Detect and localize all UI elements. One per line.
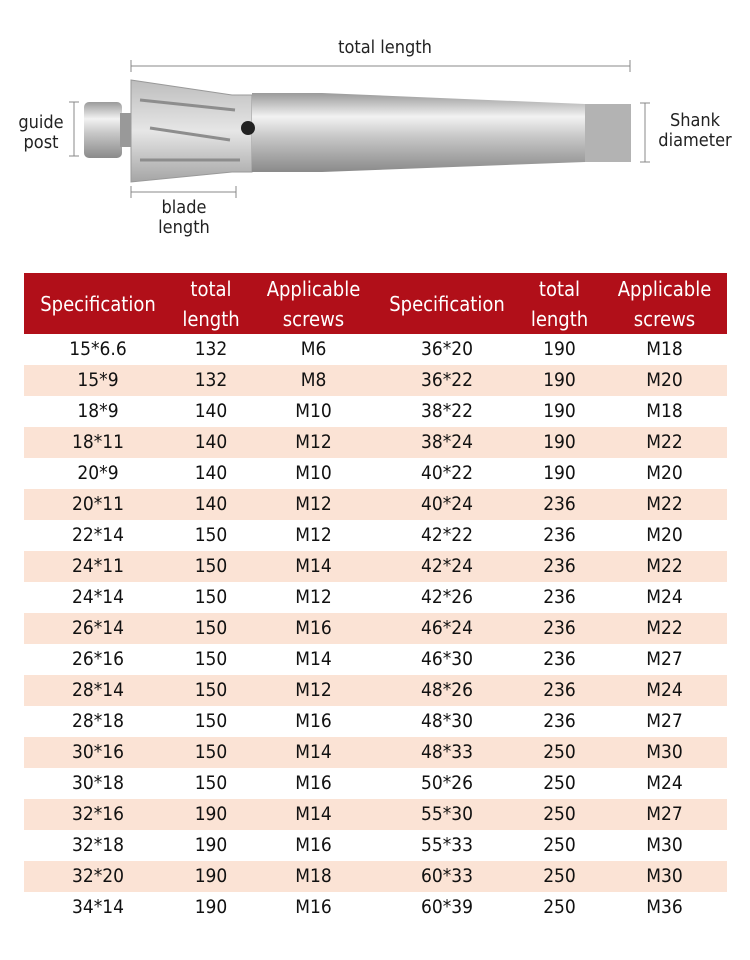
label-shank-diameter [648,111,742,151]
table-cell: 40*24 [377,489,517,520]
table-cell: 250 [543,834,576,856]
label-line: diameter [658,130,732,151]
table-row [24,489,727,520]
table-cell: 46*30 [420,648,474,670]
table-cell: 190 [194,834,228,856]
table-cell: 46*24 [377,613,517,644]
table-cell: M27 [646,710,683,732]
cutter-blade [131,80,252,182]
table-cell: M24 [646,586,683,608]
spec-table [24,273,727,923]
table-cell: 150 [194,772,228,794]
table-row [24,427,727,458]
table-cell: 150 [172,613,250,644]
table-cell: 150 [194,648,228,670]
table-cell: 150 [194,524,228,546]
table-cell: 36*20 [420,338,474,360]
header-line: Specification [389,291,505,316]
table-cell: M22 [602,613,727,644]
header-line: length [182,306,240,331]
column-header [24,273,172,334]
table-cell: 30*18 [71,772,125,794]
table-cell: M22 [602,427,727,458]
table-cell: M30 [602,737,727,768]
table-cell: 24*11 [24,551,172,582]
collar [252,93,322,172]
table-row [24,520,727,551]
table-cell: 18*9 [77,400,119,422]
table-row [24,861,727,892]
table-cell: 190 [543,462,576,484]
table-cell: 250 [517,861,602,892]
table-cell: 36*22 [377,365,517,396]
header-line: screws [282,306,345,331]
table-cell: M12 [250,489,377,520]
table-cell: 190 [172,861,250,892]
table-cell: M14 [295,648,332,670]
table-cell: 40*22 [420,462,474,484]
table-cell: 150 [172,675,250,706]
table-cell: 140 [172,427,250,458]
set-screw [241,121,255,135]
table-cell: M27 [646,648,683,670]
table-cell: 55*30 [377,799,517,830]
table-cell: 28*18 [71,710,125,732]
table-cell: 28*14 [24,675,172,706]
column-header [172,273,250,334]
table-cell: M12 [295,524,332,546]
table-cell: M12 [250,427,377,458]
table-cell: M36 [646,896,683,918]
table-cell: M16 [295,834,332,856]
label-line: length [158,217,210,238]
table-cell: 132 [172,365,250,396]
table-cell: M10 [295,400,332,422]
header-line: Specification [40,291,156,316]
table-cell: 236 [517,613,602,644]
table-cell: M27 [602,799,727,830]
table-cell: 26*14 [24,613,172,644]
label-blade-length [144,198,224,238]
table-cell: 32*20 [24,861,172,892]
table-cell: 42*26 [420,586,474,608]
table-cell: 140 [172,489,250,520]
table-cell: 236 [543,710,576,732]
table-cell: 38*24 [377,427,517,458]
label-line: post [23,132,59,153]
table-row [24,830,727,861]
table-cell: 250 [517,737,602,768]
header-line: total [190,276,232,301]
table-cell: 48*33 [377,737,517,768]
morse-taper-shank [322,93,585,172]
table-cell: 140 [194,462,228,484]
table-cell: M18 [250,861,377,892]
table-cell: 24*14 [71,586,125,608]
table-row [24,582,727,613]
table-row [24,737,727,768]
header-line: length [530,306,589,331]
table-cell: 48*26 [377,675,517,706]
header-line: total [538,276,581,301]
table-cell: M20 [646,524,683,546]
table-cell: 190 [543,400,576,422]
column-header [250,273,377,334]
table-cell: 48*30 [420,710,474,732]
table-cell: M16 [250,613,377,644]
table-cell: 32*18 [71,834,125,856]
table-cell: 18*11 [24,427,172,458]
table-cell: M12 [250,675,377,706]
table-cell: M22 [602,551,727,582]
table-cell: 34*14 [71,896,125,918]
header-line: screws [633,306,696,331]
table-cell: M16 [295,710,332,732]
table-cell: 42*22 [420,524,474,546]
table-cell: 236 [543,586,576,608]
table-cell: 30*16 [24,737,172,768]
table-cell: 236 [517,675,602,706]
table-cell: 132 [194,338,228,360]
table-cell: 150 [194,586,228,608]
table-row [24,675,727,706]
table-cell: 22*14 [71,524,125,546]
table-cell: 236 [517,489,602,520]
table-cell: 42*24 [377,551,517,582]
table-cell: M30 [646,834,683,856]
table-cell: 38*22 [420,400,474,422]
table-row [24,334,727,365]
column-header [517,273,602,334]
table-row [24,799,727,830]
table-cell: 150 [172,737,250,768]
table-cell: 236 [517,551,602,582]
table-cell: 15*6.6 [69,338,127,360]
label-total-length: total length [338,37,432,58]
table-cell: M18 [646,400,683,422]
table-cell: M8 [250,365,377,396]
table-row [24,365,727,396]
table-cell: 140 [194,400,228,422]
table-cell: M14 [250,551,377,582]
table-cell: 20*9 [77,462,119,484]
label-guide-post [6,113,76,153]
table-row [24,892,727,923]
table-row [24,458,727,489]
table-header-row [24,273,727,334]
table-cell: M24 [646,772,683,794]
table-cell: 50*26 [420,772,474,794]
table-cell: 150 [194,710,228,732]
table-cell: M18 [646,338,683,360]
shank-tang [585,104,631,162]
table-cell: 15*9 [24,365,172,396]
header-line: Applicable [266,276,361,301]
table-cell: M12 [295,586,332,608]
table-cell: 32*16 [24,799,172,830]
table-cell: 60*33 [377,861,517,892]
table-row [24,644,727,675]
label-line: Shank [669,110,721,131]
table-row [24,768,727,799]
table-cell: M10 [295,462,332,484]
table-cell: M14 [250,799,377,830]
table-cell: M16 [295,772,332,794]
table-cell: 190 [517,365,602,396]
table-cell: M24 [602,675,727,706]
table-cell: 26*16 [71,648,125,670]
table-cell: 20*11 [24,489,172,520]
table-cell: 190 [543,338,576,360]
table-cell: 236 [543,524,576,546]
column-header [602,273,727,334]
table-cell: 236 [543,648,576,670]
table-row [24,396,727,427]
guide-post [84,102,122,158]
table-cell: 250 [517,799,602,830]
table-cell: 190 [172,799,250,830]
table-cell: 190 [517,427,602,458]
table-cell: M20 [646,462,683,484]
table-row [24,551,727,582]
label-line: blade [161,197,207,218]
table-cell: M6 [300,338,327,360]
table-row [24,706,727,737]
table-cell: 250 [543,772,576,794]
table-cell: 150 [172,551,250,582]
table-cell: 55*33 [420,834,474,856]
table-row [24,613,727,644]
table-cell: M22 [602,489,727,520]
column-header [377,273,517,334]
table-cell: 250 [543,896,576,918]
table-cell: M16 [295,896,332,918]
header-line: Applicable [617,276,712,301]
table-cell: M14 [250,737,377,768]
table-cell: M30 [602,861,727,892]
table-cell: M20 [602,365,727,396]
label-line: guide [18,112,64,133]
table-cell: 60*39 [420,896,474,918]
table-cell: 190 [194,896,228,918]
